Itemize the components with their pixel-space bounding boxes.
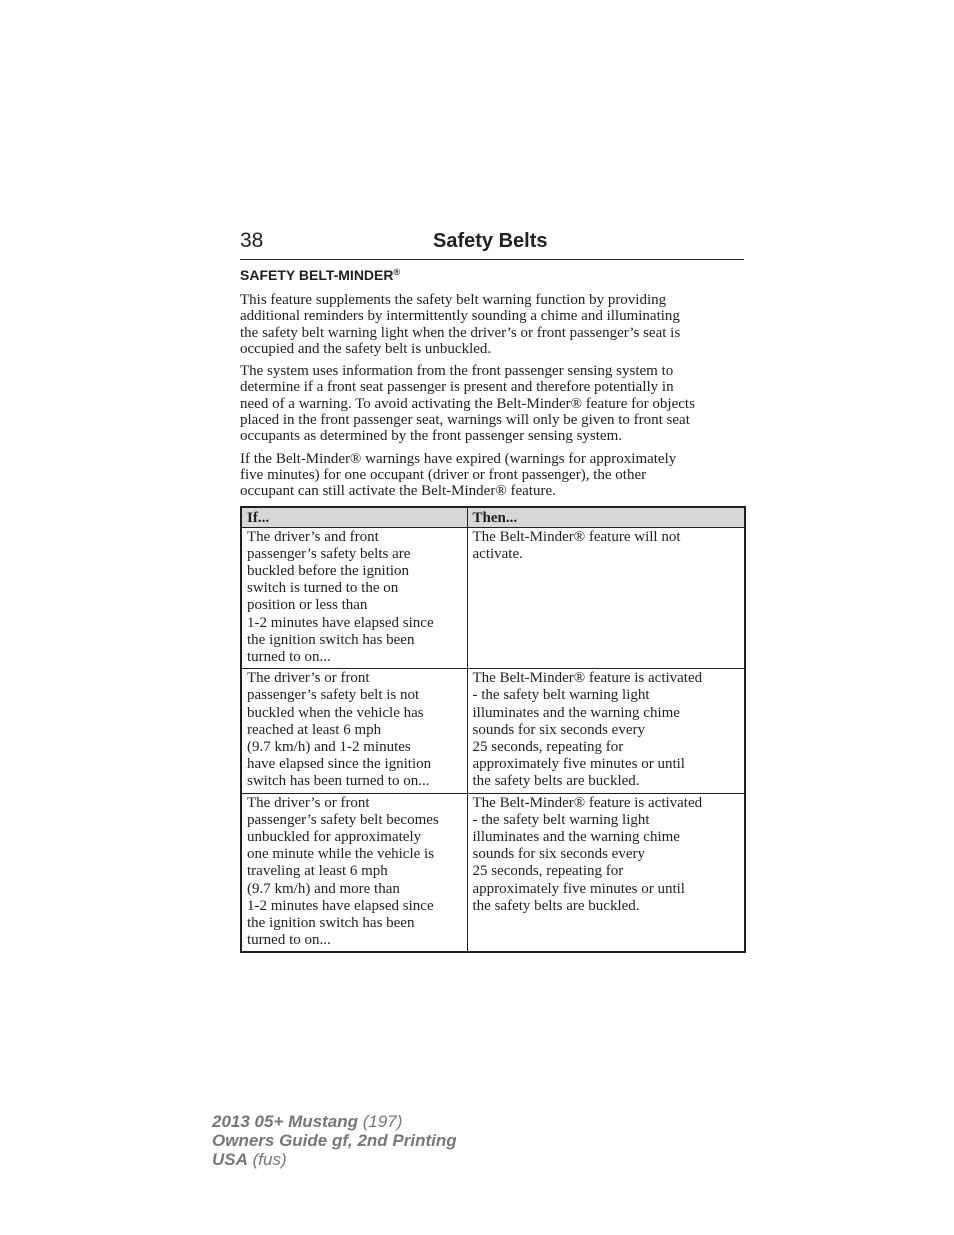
cell-line: traveling at least 6 mph <box>247 863 388 880</box>
cell-line: approximately five minutes or until <box>472 880 685 897</box>
cell-line: (9.7 km/h) and 1-2 minutes <box>247 739 411 755</box>
cell-line: turned to on... <box>247 648 331 665</box>
footer-model: 2013 05+ Mustang <box>212 1112 358 1131</box>
footer-market: USA <box>212 1150 248 1169</box>
paragraph-line: This feature supplements the safety belt warning function by providing <box>240 292 667 308</box>
cell-line: passenger’s safety belt is not <box>247 687 420 704</box>
page-header <box>240 229 744 260</box>
cell-line: buckled when the vehicle has <box>247 704 424 721</box>
cell-line: 1-2 minutes have elapsed since <box>247 897 434 914</box>
chapter-title: Safety Belts <box>433 230 548 252</box>
cell-line: The driver’s and front <box>247 528 379 545</box>
cell-line: approximately five minutes or until <box>472 756 685 773</box>
cell-line: reached at least 6 mph <box>247 721 382 738</box>
paragraph-line: occupant can still activate the Belt-Minder® feature. <box>240 483 556 500</box>
table-body <box>241 527 745 952</box>
cell-if <box>241 793 467 952</box>
cell-line: position or less than <box>247 597 368 614</box>
footer-guide: Owners Guide gf, 2nd Printing <box>212 1131 457 1150</box>
cell-line: 25 seconds, repeating for <box>472 863 624 880</box>
cell-line: The driver’s or front <box>247 794 370 811</box>
footer-model-code: (197) <box>358 1112 403 1131</box>
cell-line: passenger’s safety belts are <box>247 545 411 562</box>
paragraph <box>240 292 744 357</box>
paragraph-line: placed in the front passenger seat, warnings will only be given to front seat <box>240 412 690 429</box>
cell-then <box>467 527 745 669</box>
cell-line: the ignition switch has been <box>247 631 415 648</box>
paragraph-line: occupants as determined by the front passenger sensing system. <box>240 428 622 445</box>
cell-line: - the safety belt warning light <box>472 687 650 704</box>
footer-market-code: (fus) <box>247 1150 287 1169</box>
table-row <box>241 527 745 669</box>
cell-line: the safety belts are buckled. <box>472 897 640 914</box>
cell-line: passenger’s safety belt becomes <box>247 811 439 828</box>
cell-line: 1-2 minutes have elapsed since <box>247 614 434 631</box>
paragraph <box>240 363 744 444</box>
paragraph-line: If the Belt-Minder® warnings have expired (warnings for approximately <box>240 450 677 467</box>
cell-if <box>241 527 467 669</box>
table-header-row <box>241 507 745 528</box>
paragraph-line: occupied and the safety belt is unbuckled. <box>240 340 492 357</box>
cell-line: switch has been turned to on... <box>247 773 430 790</box>
paragraph-line: need of a warning. To avoid activating the Belt-Minder® feature for objects <box>240 395 695 412</box>
cell-line: sounds for six seconds every <box>472 721 645 738</box>
cell-line: illuminates and the warning chime <box>472 704 680 721</box>
cell-line: turned to on... <box>247 932 331 949</box>
page-content <box>240 266 744 953</box>
table-row <box>241 669 745 793</box>
paragraph <box>240 451 744 500</box>
table-row <box>241 793 745 952</box>
footer-line-2 <box>212 1131 457 1150</box>
paragraph-line: the safety belt warning light when the driver’s or front passenger’s seat is <box>240 324 681 341</box>
cell-line: the ignition switch has been <box>247 915 415 932</box>
cell-line: illuminates and the warning chime <box>472 829 680 846</box>
cell-then <box>467 669 745 793</box>
paragraph-line: The system uses information from the front passenger sensing system to <box>240 363 674 380</box>
footer-line-1 <box>212 1112 457 1131</box>
belt-minder-table <box>240 506 746 954</box>
cell-line: unbuckled for approximately <box>247 829 422 846</box>
column-header-then: Then... <box>467 507 745 528</box>
cell-line: the safety belts are buckled. <box>472 773 640 790</box>
paragraph-line: determine if a front seat passenger is present and therefore potentially in <box>240 379 674 396</box>
cell-if <box>241 669 467 793</box>
cell-line: switch is turned to the on <box>247 580 399 597</box>
footer-line-3 <box>212 1150 457 1169</box>
cell-line: activate. <box>472 545 523 562</box>
section-heading <box>240 266 744 284</box>
cell-line: (9.7 km/h) and more than <box>247 880 400 897</box>
cell-then <box>467 793 745 952</box>
body-text <box>240 292 744 500</box>
registered-mark: ® <box>393 267 401 277</box>
section-heading-text: SAFETY BELT-MINDER <box>240 267 394 283</box>
cell-line: have elapsed since the ignition <box>247 756 432 773</box>
cell-line: sounds for six seconds every <box>472 846 645 863</box>
cell-line: The Belt-Minder® feature is activated <box>472 794 703 811</box>
page-footer <box>212 1112 457 1169</box>
cell-line: buckled before the ignition <box>247 562 410 579</box>
paragraph-line: five minutes) for one occupant (driver or front passenger), the other <box>240 466 647 483</box>
cell-line: The driver’s or front <box>247 670 370 687</box>
cell-line: 25 seconds, repeating for <box>472 739 624 755</box>
cell-line: one minute while the vehicle is <box>247 846 435 863</box>
column-header-if: If... <box>241 507 467 528</box>
paragraph-line: additional reminders by intermittently sounding a chime and illuminating <box>240 308 680 325</box>
cell-line: The Belt-Minder® feature will not <box>472 528 681 545</box>
cell-line: The Belt-Minder® feature is activated <box>472 670 703 687</box>
cell-line: - the safety belt warning light <box>472 811 650 828</box>
page-number: 38 <box>240 229 264 252</box>
